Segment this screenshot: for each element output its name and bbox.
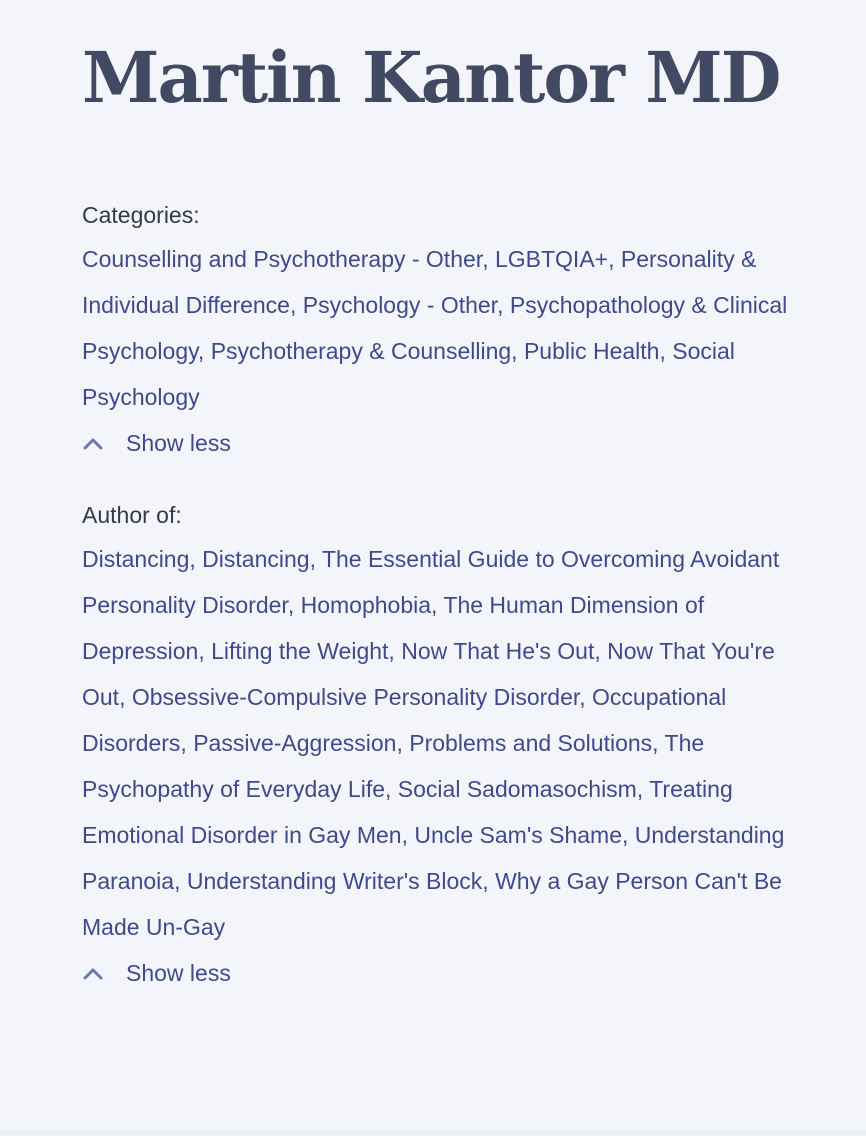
category-link[interactable]: Psychology - Other: [302, 292, 498, 318]
list-separator: ,: [579, 684, 593, 710]
list-separator: ,: [287, 592, 301, 618]
book-link[interactable]: Distancing: [202, 546, 310, 572]
book-link[interactable]: The Essential Guide to Overcoming Avoidant Personality Disorder: [82, 546, 780, 618]
book-link[interactable]: The Psychopathy of Everyday Life: [82, 730, 705, 802]
works-section: [82, 498, 806, 996]
categories-label: Categories:: [82, 202, 200, 228]
list-separator: ,: [189, 546, 203, 572]
list-separator: ,: [197, 338, 211, 364]
list-separator: ,: [180, 730, 194, 756]
list-separator: ,: [385, 776, 398, 802]
works-show-less-button[interactable]: [82, 950, 806, 996]
list-separator: ,: [198, 638, 212, 664]
book-link[interactable]: Now That You're Out: [82, 638, 775, 710]
category-link[interactable]: Psychotherapy & Counselling: [210, 338, 512, 364]
list-separator: ,: [622, 822, 635, 848]
book-link[interactable]: Lifting the Weight: [211, 638, 389, 664]
book-link[interactable]: Understanding Writer's Block: [186, 868, 483, 894]
category-list: [82, 236, 806, 420]
list-separator: ,: [289, 292, 303, 318]
book-link[interactable]: Social Sadomasochism: [397, 776, 637, 802]
book-link[interactable]: Understanding Paranoia: [82, 822, 785, 894]
category-link[interactable]: Social Psychology: [82, 338, 735, 410]
book-link[interactable]: Treating Emotional Disorder in Gay Men: [82, 776, 733, 848]
list-separator: ,: [482, 246, 495, 272]
list-separator: ,: [401, 822, 415, 848]
categories-show-less-button[interactable]: [82, 420, 806, 466]
list-separator: ,: [119, 684, 132, 710]
book-link[interactable]: Now That He's Out: [401, 638, 595, 664]
chevron-up-icon: [82, 966, 104, 980]
list-separator: ,: [174, 868, 187, 894]
works-show-less-label: Show less: [126, 960, 231, 986]
categories-show-less-label: Show less: [126, 430, 231, 456]
list-separator: ,: [309, 546, 322, 572]
book-link[interactable]: Homophobia: [300, 592, 432, 618]
works-label: Author of:: [82, 502, 182, 528]
category-link[interactable]: Psychopathology & Clinical Psychology: [82, 292, 788, 364]
author-name: Martin Kantor MD: [82, 36, 780, 119]
list-separator: ,: [511, 338, 524, 364]
book-link[interactable]: Passive-Aggression: [193, 730, 397, 756]
category-link[interactable]: Counselling and Psychotherapy - Other: [82, 246, 483, 272]
list-separator: ,: [636, 776, 650, 802]
book-link[interactable]: Problems and Solutions: [409, 730, 653, 756]
list-separator: ,: [594, 638, 608, 664]
list-separator: ,: [652, 730, 665, 756]
list-separator: ,: [482, 868, 496, 894]
list-separator: ,: [608, 246, 621, 272]
chevron-up-icon: [82, 436, 104, 450]
category-link[interactable]: Public Health: [523, 338, 660, 364]
list-separator: ,: [431, 592, 444, 618]
list-separator: ,: [396, 730, 410, 756]
book-link[interactable]: Distancing: [82, 546, 190, 572]
category-link[interactable]: LGBTQIA+: [494, 246, 609, 272]
book-link[interactable]: The Human Dimension of Depression: [82, 592, 705, 664]
book-link[interactable]: Uncle Sam's Shame: [414, 822, 622, 848]
book-link[interactable]: Why a Gay Person Can't Be Made Un-Gay: [82, 868, 782, 940]
categories-section: [82, 198, 806, 466]
book-link[interactable]: Occupational Disorders: [82, 684, 727, 756]
works-list: [82, 536, 806, 950]
list-separator: ,: [388, 638, 402, 664]
category-link[interactable]: Personality & Individual Difference: [82, 246, 757, 318]
bottom-divider: [0, 1130, 866, 1136]
list-separator: ,: [497, 292, 510, 318]
list-separator: ,: [659, 338, 673, 364]
book-link[interactable]: Obsessive-Compulsive Personality Disorder: [131, 684, 580, 710]
